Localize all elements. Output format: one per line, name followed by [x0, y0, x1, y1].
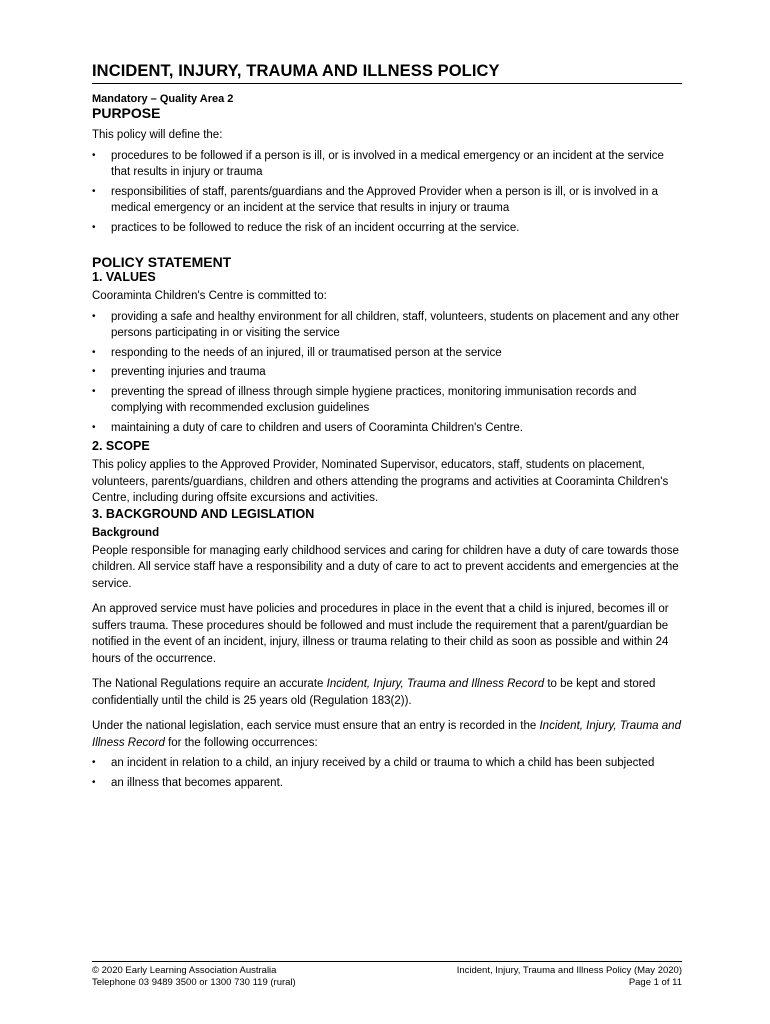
scope-text: This policy applies to the Approved Provider, Nominated Supervisor, educators, staff, students on placement, volunteers, parents/guardians, children and others attending the programs and activities at Cooraminta Children's Centre, including during offsite excursions and activities. [92, 459, 669, 504]
values-intro: Cooraminta Children's Centre is committed to: [92, 290, 327, 302]
bullet-icon: • [92, 310, 96, 322]
list-item [92, 220, 682, 237]
purpose-heading: PURPOSE [92, 105, 161, 121]
list-item [92, 309, 682, 342]
page-footer [92, 961, 682, 989]
record-name-emphasis: Incident, Injury, Trauma and Illness Record [92, 720, 681, 749]
values-list [92, 309, 682, 437]
policy-statement-heading: POLICY STATEMENT [92, 254, 232, 270]
footer-left [92, 965, 296, 989]
list-item [92, 345, 682, 362]
footer-page-number: Page 1 of 11 [628, 977, 682, 988]
list-item [92, 364, 682, 381]
record-name-emphasis: Incident, Injury, Trauma and Illness Record [326, 678, 545, 690]
document-title: INCIDENT, INJURY, TRAUMA AND ILLNESS POLICY [92, 62, 682, 84]
list-item [92, 148, 682, 181]
document-subtitle: Mandatory – Quality Area 2 [92, 93, 234, 105]
list-item-text: responding to the needs of an injured, ill or traumatised person at the service [111, 346, 502, 359]
list-item-text: an illness that becomes apparent. [111, 776, 283, 789]
list-item-text: providing a safe and healthy environment for all children, staff, volunteers, students on placement and any other persons participating in or visiting the service [111, 310, 680, 339]
list-item-text: preventing injuries and trauma [111, 366, 266, 378]
purpose-intro: This policy will define the: [92, 129, 223, 141]
list-item [92, 420, 682, 437]
bullet-icon: • [92, 757, 96, 768]
occurrences-list [92, 755, 682, 791]
bullet-icon: • [92, 421, 96, 433]
bullet-icon: • [92, 385, 96, 397]
list-item [92, 184, 682, 217]
bullet-icon: • [92, 366, 96, 377]
footer-right [457, 965, 682, 989]
background-paragraph-2: An approved service must have policies and procedures in place in the event that a child is injured, becomes ill or suffers trauma. These procedures should be followed and must include the requirement that a parent/guardian be notified in the event of an incident, injury, illness or trauma relating to their child as soon as possible and within 24 hours of the occurrence. [92, 603, 669, 665]
list-item [92, 755, 682, 772]
list-item [92, 775, 682, 792]
bullet-icon: • [92, 346, 96, 358]
background-paragraph-4 [92, 718, 682, 751]
paragraph-text: Under the national legislation, each service must ensure that an entry is recorded in the [92, 720, 540, 732]
paragraph-text: to be kept and stored confidentially until the child is 25 years old (Regulation 183(2)). [92, 678, 656, 707]
bullet-icon: • [92, 185, 96, 197]
paragraph-text: for the following occurrences: [164, 736, 318, 749]
list-item-text: practices to be followed to reduce the risk of an incident occurring at the service. [111, 221, 520, 234]
values-heading: 1. VALUES [92, 270, 156, 284]
background-subheading: Background [92, 526, 160, 539]
footer-document-name: Incident, Injury, Trauma and Illness Policy (May 2020) [456, 965, 682, 976]
footer-copyright: © 2020 Early Learning Association Australia [92, 965, 277, 976]
footer-phone: Telephone 03 9489 3500 or 1300 730 119 (rural) [92, 977, 296, 988]
list-item-text: preventing the spread of illness through simple hygiene practices, monitoring immunisation records and complying with recommended exclusion guidelines [111, 385, 637, 414]
background-heading: 3. BACKGROUND AND LEGISLATION [92, 506, 315, 521]
document-body [92, 62, 682, 794]
list-item [92, 384, 682, 417]
bullet-icon: • [92, 221, 96, 233]
background-paragraph-3 [92, 676, 682, 709]
paragraph-text: The National Regulations require an accurate [92, 678, 327, 690]
purpose-list [92, 148, 682, 237]
list-item-text: an incident in relation to a child, an injury received by a child or trauma to which a child has been subjected [111, 757, 655, 769]
bullet-icon: • [92, 776, 96, 788]
list-item-text: procedures to be followed if a person is ill, or is involved in a medical emergency or an incident at the service that results in injury or trauma [111, 149, 664, 178]
bullet-icon: • [92, 149, 96, 161]
scope-heading: 2. SCOPE [92, 439, 150, 453]
list-item-text: maintaining a duty of care to children and users of Cooraminta Children's Centre. [111, 421, 523, 434]
background-paragraph-1: People responsible for managing early childhood services and caring for children have a duty of care towards those children. All service staff have a responsibility and a duty of care to act to prevent accidents and emergencies at the service. [92, 544, 679, 590]
list-item-text: responsibilities of staff, parents/guardians and the Approved Provider when a person is ill, or is involved in a medical emergency or an incident at the service that results in injury or trauma [111, 185, 658, 214]
